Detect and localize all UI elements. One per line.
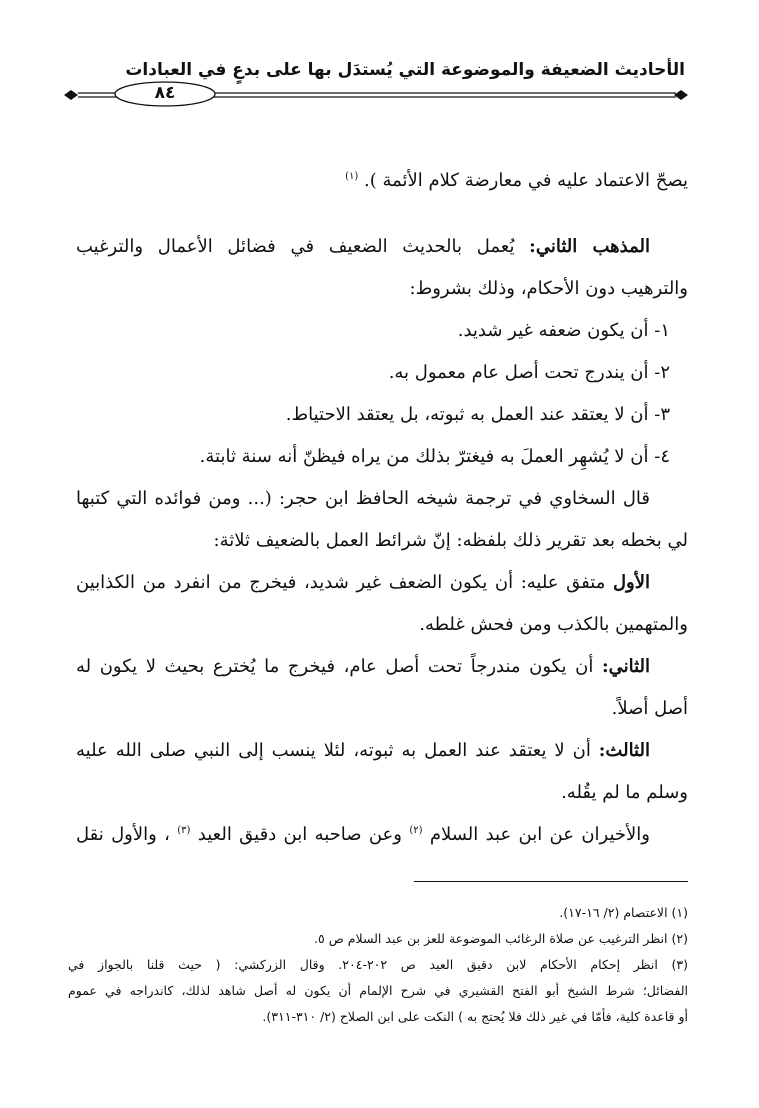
section-label: الأول bbox=[612, 572, 650, 593]
text-segment: يُعمل بالحديث الضعيف في فضائل الأعمال والترغيب bbox=[76, 236, 515, 257]
body-line bbox=[76, 562, 688, 604]
page-number: ٨٤ bbox=[154, 83, 176, 103]
text-segment: ، والأول نقل bbox=[76, 824, 170, 845]
body-line: والترهيب دون الأحكام، وذلك بشروط: bbox=[409, 278, 688, 299]
footnote-separator bbox=[414, 881, 688, 882]
text-segment: متفق عليه: أن يكون الضعف غير شديد، فيخرج من انفرد من الكذابين bbox=[76, 572, 606, 593]
condition-item: ٢- أن يندرج تحت أصل عام معمول به. bbox=[388, 362, 670, 383]
footnote: (٢) انظر الترغيب عن صلاة الرغائب الموضوعة للعز بن عبد السلام ص ٥. bbox=[314, 931, 688, 946]
footnote-continuation: الفضائل؛ شرط الشيخ أبو الفتح القشيري في شرح الإلمام أن يكون له أصل شاهد لذلك، كاندراجه في عموم bbox=[68, 983, 688, 998]
section-label: الثاني: bbox=[601, 656, 650, 677]
footnote-ref: (٢) bbox=[409, 825, 423, 836]
text-segment: أن لا يعتقد عند العمل به ثبوته، لئلا ينسب إلى النبي صلى الله عليه bbox=[76, 740, 591, 761]
footnote-ref: (٣) bbox=[177, 825, 191, 836]
body-line: أصل أصلاً. bbox=[611, 698, 688, 719]
body-line bbox=[76, 814, 688, 856]
body-text bbox=[76, 160, 688, 856]
footnote: (٣) انظر إحكام الأحكام لابن دقيق العيد ص ٢٠٢-٢٠٤. وقال الزركشي: ( حيث قلنا بالجواز في bbox=[68, 957, 688, 972]
body-line: والمتهمين بالكذب ومن فحش غلطه. bbox=[419, 614, 688, 635]
text-segment: وعن صاحبه ابن دقيق العيد bbox=[197, 824, 402, 845]
footnote-continuation: أو قاعدة كلية، فأمّا في غير ذلك فلا يُحتج به ) النكت على ابن الصلاح (٢/ ٣١٠-٣١١). bbox=[262, 1009, 688, 1024]
body-line bbox=[76, 226, 688, 268]
body-line: قال السخاوي في ترجمة شيخه الحافظ ابن حجر: (... ومن فوائده التي كتبها bbox=[76, 488, 650, 509]
footnotes bbox=[68, 900, 688, 1030]
body-line bbox=[76, 730, 688, 772]
body-line bbox=[76, 160, 688, 202]
section-label: المذهب الثاني: bbox=[529, 236, 650, 257]
body-line bbox=[76, 646, 688, 688]
running-title: الأحاديث الضعيفة والموضوعة التي يُستدَل بها على بدعٍ في العبادات bbox=[125, 60, 685, 80]
text-segment: يصحّ الاعتماد عليه في معارضة كلام الأئمة ). bbox=[364, 170, 688, 191]
text-segment: أن يكون مندرجاً تحت أصل عام، فيخرج ما يُخترع بحيث لا يكون له bbox=[76, 656, 594, 677]
spacer bbox=[76, 202, 688, 226]
condition-item: ١- أن يكون ضعفه غير شديد. bbox=[457, 320, 670, 341]
text-segment: والأخيران عن ابن عبد السلام bbox=[429, 824, 650, 845]
body-line: وسلم ما لم يقُله. bbox=[561, 782, 688, 803]
condition-item: ٤- أن لا يُشهِر العملَ به فيغترّ بذلك من يراه فيظنّ أنه سنة ثابتة. bbox=[199, 446, 670, 467]
footnote: (١) الاعتصام (٢/ ١٦-١٧). bbox=[559, 905, 688, 920]
body-line: لي بخطه بعد تقرير ذلك بلفظه: إنّ شرائط العمل بالضعيف ثلاثة: bbox=[213, 530, 688, 551]
footnote-ref: (١) bbox=[345, 171, 359, 182]
condition-item: ٣- أن لا يعتقد عند العمل به ثبوته، بل يعتقد الاحتياط. bbox=[285, 404, 670, 425]
section-label: الثالث: bbox=[598, 740, 650, 761]
